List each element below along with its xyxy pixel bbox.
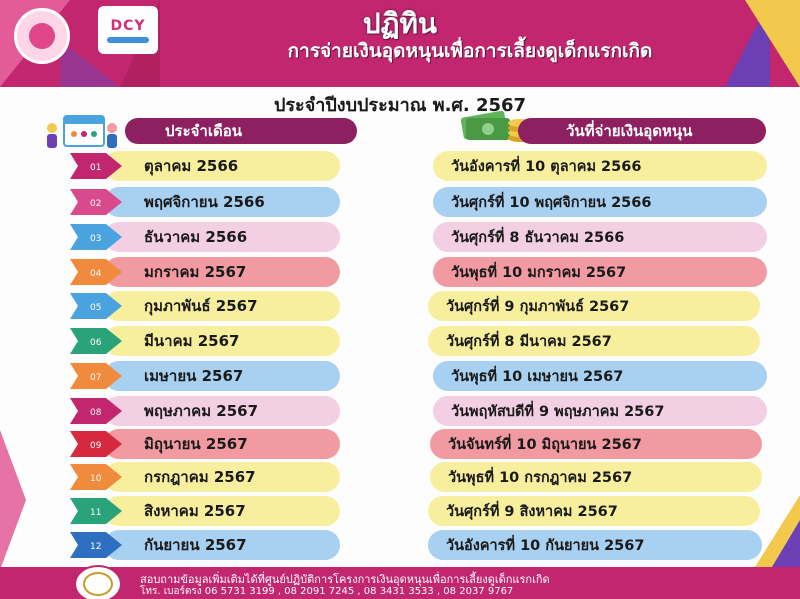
table-row (0, 257, 800, 287)
paydate-column-header: วันที่จ่ายเงินอุดหนุน (518, 118, 766, 144)
month-label: มีนาคม 2567 (104, 326, 340, 356)
month-number-arrow-icon (70, 224, 122, 250)
fiscal-year-label: ประจำปีงบประมาณ พ.ศ. 2567 (273, 95, 527, 116)
payment-date-label: วันศุกร์ที่ 9 กุมภาพันธ์ 2567 (428, 291, 760, 321)
footer-banner (0, 567, 800, 599)
dcy-logo-text: DCY (110, 17, 146, 34)
footer-contact-info: สอบถามข้อมูลเพิ่มเติมได้ที่ศูนย์ปฏิบัติการโครงการเงินอุดหนุนเพื่อการเลี้ยงดูเด็กแรกเกิด (140, 573, 550, 586)
table-row (0, 326, 800, 356)
page-subtitle: การจ่ายเงินอุดหนุนเพื่อการเลี้ยงดูเด็กแรกเกิด (287, 40, 653, 62)
table-row (0, 396, 800, 426)
table-row (0, 462, 800, 492)
month-label: เมษายน 2567 (104, 361, 340, 391)
payment-date-label: วันจันทร์ที่ 10 มิถุนายน 2567 (430, 429, 762, 459)
month-label: มกราคม 2567 (104, 257, 340, 287)
payment-date-label: วันพุธที่ 10 กรกฎาคม 2567 (430, 462, 762, 492)
payment-date-label: วันอังคารที่ 10 กันยายน 2567 (428, 530, 762, 560)
table-row (0, 151, 800, 181)
month-number-arrow-icon (70, 398, 122, 424)
page-title: ปฏิทิน (362, 7, 438, 40)
month-number: 12 (90, 542, 102, 552)
month-number: 07 (90, 373, 102, 383)
payment-date-label: วันพุธที่ 10 เมษายน 2567 (433, 361, 767, 391)
month-number-arrow-icon (70, 189, 122, 215)
table-row (0, 187, 800, 217)
table-row (0, 222, 800, 252)
month-label: กรกฎาคม 2567 (104, 462, 340, 492)
month-number: 09 (90, 441, 102, 451)
decor-triangle (772, 520, 800, 567)
month-number: 06 (90, 338, 102, 348)
month-number-arrow-icon (70, 363, 122, 389)
table-row (0, 361, 800, 391)
table-row (0, 429, 800, 459)
table-row (0, 291, 800, 321)
month-column-header: ประจำเดือน (125, 118, 357, 144)
month-number-arrow-icon (70, 532, 122, 558)
header-banner (0, 0, 800, 87)
table-row (0, 496, 800, 526)
calendar-people-icon (42, 110, 120, 150)
payment-date-label: วันศุกร์ที่ 8 ธันวาคม 2566 (433, 222, 767, 252)
month-number: 01 (90, 163, 102, 173)
month-number-arrow-icon (70, 153, 122, 179)
month-number-arrow-icon (70, 431, 122, 457)
month-number-arrow-icon (70, 498, 122, 524)
month-label: มิถุนายน 2567 (104, 429, 340, 459)
payment-date-label: วันศุกร์ที่ 8 มีนาคม 2567 (428, 326, 760, 356)
month-number: 08 (90, 408, 102, 418)
month-label: พฤษภาคม 2567 (104, 396, 340, 426)
month-number: 02 (90, 199, 102, 209)
payment-date-label: วันศุกร์ที่ 9 สิงหาคม 2567 (428, 496, 760, 526)
month-number: 10 (90, 474, 102, 484)
decor-triangle (0, 430, 26, 570)
month-label: พฤศจิกายน 2566 (104, 187, 340, 217)
payment-date-label: วันอังคารที่ 10 ตุลาคม 2566 (433, 151, 767, 181)
month-number-arrow-icon (70, 293, 122, 319)
footer-phone-numbers: โทร. เบอร์ตรง 06 5731 3199 , 08 2091 7245 , 08 3431 3533 , 08 2037 9767 (140, 586, 514, 597)
table-row (0, 530, 800, 560)
payment-date-label: วันพุธที่ 10 มกราคม 2567 (433, 257, 767, 287)
month-number: 04 (90, 269, 102, 279)
month-label: กันยายน 2567 (104, 530, 340, 560)
month-number: 11 (90, 508, 102, 518)
month-label: กุมภาพันธ์ 2567 (104, 291, 340, 321)
month-number: 03 (90, 234, 102, 244)
month-number: 05 (90, 303, 102, 313)
payment-date-label: วันศุกร์ที่ 10 พฤศจิกายน 2566 (433, 187, 767, 217)
month-number-arrow-icon (70, 259, 122, 285)
payment-date-label: วันพฤหัสบดีที่ 9 พฤษภาคม 2567 (433, 396, 767, 426)
month-number-arrow-icon (70, 328, 122, 354)
month-label: ตุลาคม 2566 (104, 151, 340, 181)
month-number-arrow-icon (70, 464, 122, 490)
month-label: สิงหาคม 2567 (104, 496, 340, 526)
month-label: ธันวาคม 2566 (104, 222, 340, 252)
ministry-seal-icon (74, 565, 122, 599)
